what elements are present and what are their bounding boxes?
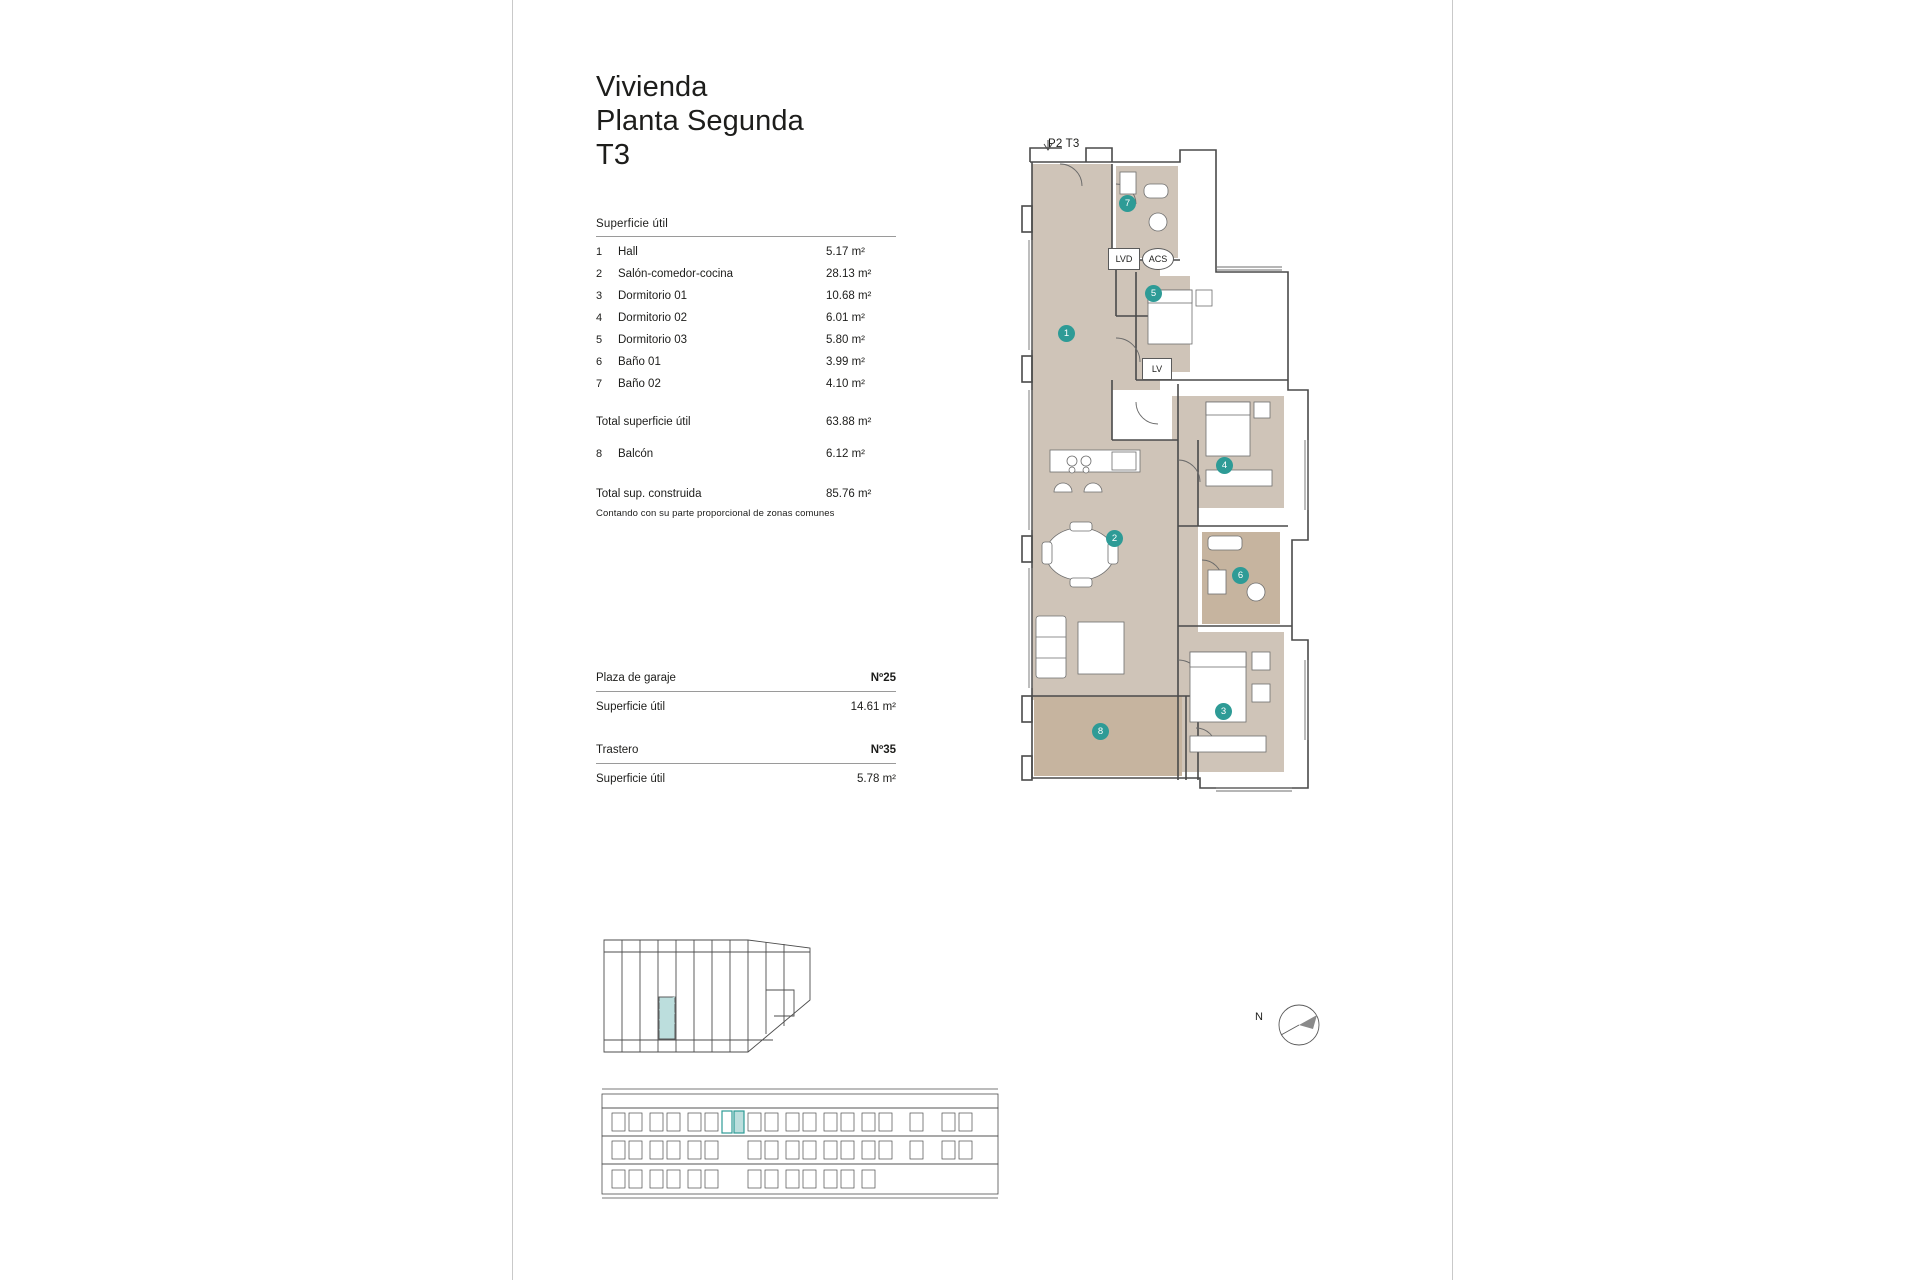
legend-row-label: Dormitorio 03	[618, 334, 688, 346]
legend-section-title: Superficie útil	[596, 218, 669, 230]
shower-fixture	[1120, 172, 1136, 194]
legend-row-area: 4.10 m²	[826, 378, 865, 390]
legend-row-label: Hall	[618, 246, 638, 258]
page-title	[596, 70, 936, 172]
garage-title: Plaza de garaje	[596, 672, 676, 684]
legend-total-construida	[596, 483, 896, 505]
legend-row-number: 8	[596, 448, 603, 460]
legend-row-number: 3	[596, 290, 603, 302]
legend-row-number: 4	[596, 312, 603, 324]
floor-plan-svg	[1020, 140, 1350, 1020]
legend-row-area: 28.13 m²	[826, 268, 872, 280]
legend-row	[596, 285, 896, 307]
legend-note: Contando con su parte proporcional de zonas comunes	[596, 508, 835, 519]
building-elevation-diagram	[598, 1085, 1008, 1215]
legend-row	[596, 329, 896, 351]
legend-total-construida-label: Total sup. construida	[596, 488, 702, 500]
key-plan-svg	[598, 930, 828, 1062]
storage-surface-row	[596, 768, 896, 790]
title-line-1: Vivienda	[596, 71, 708, 103]
legend-row-area: 6.12 m²	[826, 448, 865, 460]
key-plan-highlight-unit	[659, 997, 675, 1039]
north-compass	[1255, 995, 1335, 1055]
storage-block	[596, 740, 896, 790]
garage-surface-value: 14.61 m²	[850, 701, 896, 713]
legend-row-label: Baño 02	[618, 378, 661, 390]
elevation-highlight-unit	[722, 1111, 744, 1133]
garage-divider	[596, 691, 896, 692]
legend-row-balcony	[596, 443, 896, 465]
garage-header	[596, 668, 896, 691]
lv-box: LV	[1142, 358, 1172, 380]
garage-block	[596, 668, 896, 718]
legend-row-label: Dormitorio 02	[618, 312, 688, 324]
floor-plan	[1020, 140, 1350, 1020]
legend-row	[596, 307, 896, 329]
title-line-2: Planta Segunda	[596, 105, 804, 137]
legend-row-area: 5.80 m²	[826, 334, 865, 346]
elevation-svg	[598, 1085, 1008, 1215]
lvd-box: LVD	[1108, 248, 1140, 270]
room-tag-4: 4	[1216, 457, 1233, 474]
legend-row	[596, 241, 896, 263]
legend-row	[596, 373, 896, 395]
garage-number: Nº25	[870, 672, 896, 684]
storage-surface-value: 5.78 m²	[857, 773, 896, 785]
room-tag-5: 5	[1145, 285, 1162, 302]
garage-surface-label: Superficie útil	[596, 701, 666, 713]
legend-row-number: 5	[596, 334, 603, 346]
room-tag-3: 3	[1215, 703, 1232, 720]
legend-row	[596, 351, 896, 373]
sheet-frame-right	[1452, 0, 1453, 1280]
legend-row-label: Balcón	[618, 448, 654, 460]
legend-row	[596, 263, 896, 285]
compass-svg	[1269, 995, 1329, 1055]
legend-total-util-label: Total superficie útil	[596, 416, 691, 428]
sheet-frame-left	[512, 0, 513, 1280]
storage-surface-label: Superficie útil	[596, 773, 666, 785]
legend-row-area: 10.68 m²	[826, 290, 872, 302]
legend-row-label: Dormitorio 01	[618, 290, 688, 302]
room-tag-8: 8	[1092, 723, 1109, 740]
garage-surface-row	[596, 696, 896, 718]
storage-title: Trastero	[596, 744, 639, 756]
storage-divider	[596, 763, 896, 764]
legend-row-number: 7	[596, 378, 603, 390]
sink-fixture	[1149, 213, 1167, 231]
legend-row-number: 6	[596, 356, 603, 368]
legend-row-label: Salón-comedor-cocina	[618, 268, 734, 280]
storage-header	[596, 740, 896, 763]
storage-number: Nº35	[870, 744, 896, 756]
title-line-3: T3	[596, 139, 631, 171]
room-tag-1: 1	[1058, 325, 1075, 342]
room-tag-6: 6	[1232, 567, 1249, 584]
legend-divider	[596, 236, 896, 237]
legend-row-area: 3.99 m²	[826, 356, 865, 368]
key-plan-diagram	[598, 930, 828, 1062]
legend-row-area: 5.17 m²	[826, 246, 865, 258]
surface-legend	[596, 218, 896, 519]
legend-row-number: 2	[596, 268, 603, 280]
legend-total-util	[596, 411, 896, 433]
room-tag-7: 7	[1119, 195, 1136, 212]
compass-north-label: N	[1255, 1011, 1263, 1023]
bathtub-fixture	[1144, 184, 1168, 198]
legend-row-label: Baño 01	[618, 356, 661, 368]
room-tag-2: 2	[1106, 530, 1123, 547]
legend-total-construida-value: 85.76 m²	[826, 488, 872, 500]
legend-row-area: 6.01 m²	[826, 312, 865, 324]
acs-box: ACS	[1142, 248, 1174, 270]
legend-row-number: 1	[596, 246, 603, 258]
plan-code-label: P2 T3	[1048, 138, 1080, 150]
legend-total-util-value: 63.88 m²	[826, 416, 872, 428]
